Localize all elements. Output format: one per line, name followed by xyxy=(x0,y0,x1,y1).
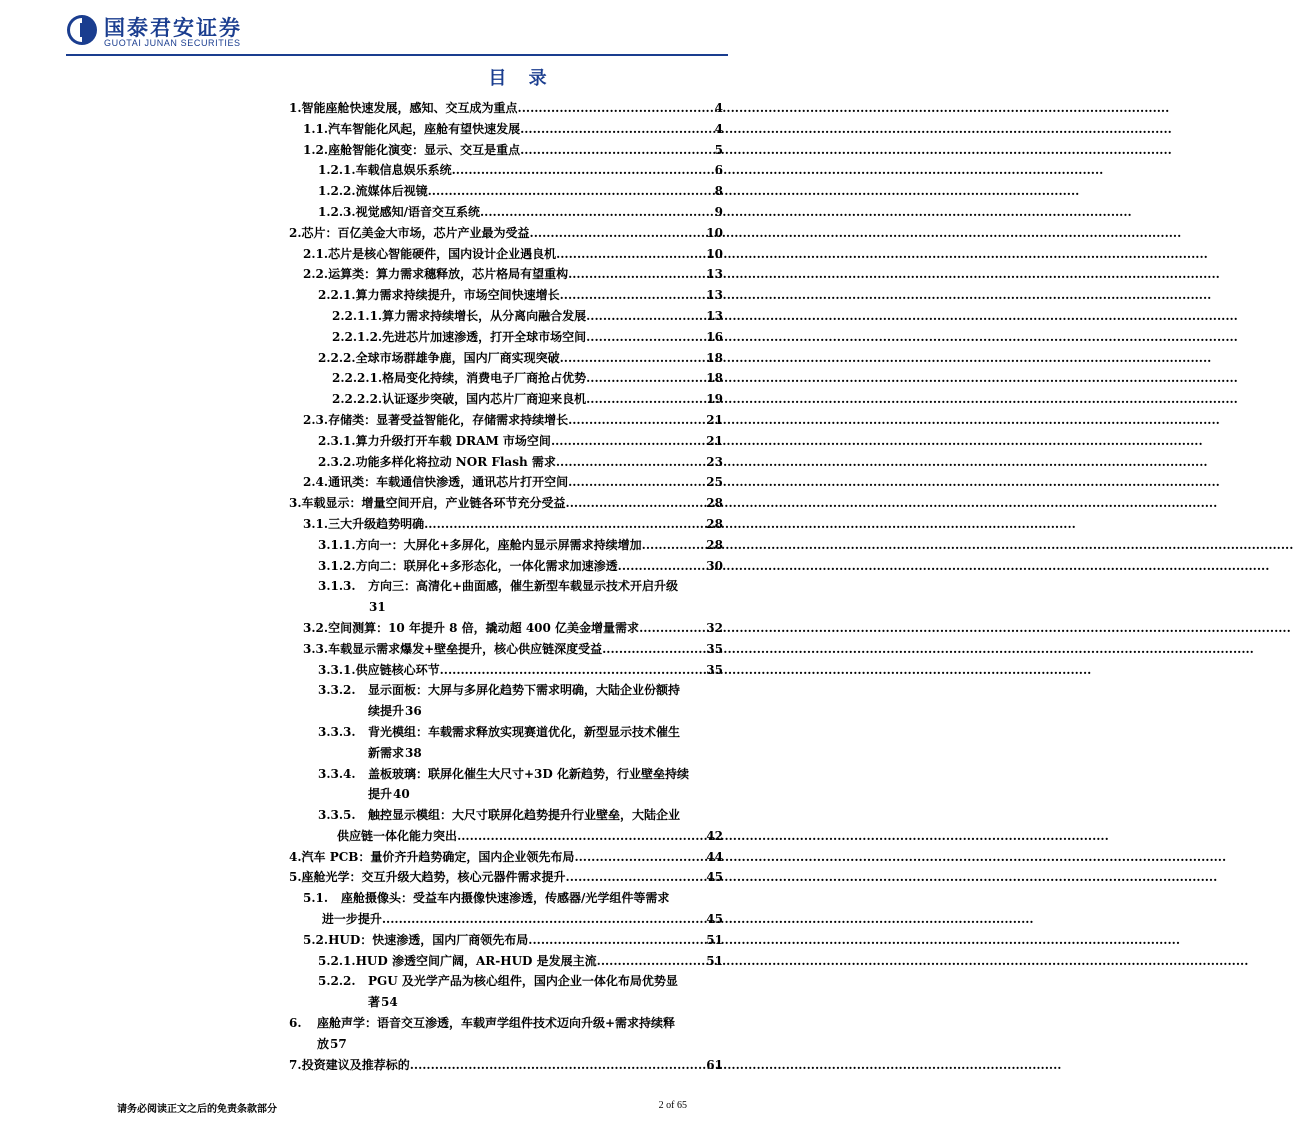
toc-leader-dots xyxy=(520,140,714,161)
toc-entry-number: 2.3.1. xyxy=(318,433,356,448)
toc-entry-number: 2.2.2. xyxy=(318,350,356,365)
brand-name-en: GUOTAI JUNAN SECURITIES xyxy=(104,38,241,48)
toc-entry-title: HUD 渗透空间广阔，AR-HUD 是发展主流 xyxy=(355,953,597,968)
toc-entry[interactable] xyxy=(289,930,723,951)
toc-entry-page: 4 xyxy=(714,121,723,136)
toc-entry-title-cont: 供应链一体化能力突出 xyxy=(337,828,458,843)
toc-entry[interactable] xyxy=(289,660,723,681)
toc-entry-number: 3. xyxy=(289,496,302,511)
toc-entry-title: 全球市场群雄争鹿，国内厂商实现突破 xyxy=(355,350,560,365)
toc-entry-page: 36 xyxy=(405,704,422,719)
toc-entry-number: 3.3.1. xyxy=(318,662,356,677)
toc-entry-number: 2.3. xyxy=(303,412,329,427)
toc-entry-page: 42 xyxy=(706,828,723,843)
toc-leader-dots xyxy=(480,202,714,223)
toc-entry[interactable] xyxy=(289,264,723,285)
toc-entry-title: 座舱声学：语音交互渗透，车载声学组件技术迈向升级+需求持续释 xyxy=(317,1016,676,1031)
toc-entry-page: 28 xyxy=(706,537,723,552)
toc-entry[interactable] xyxy=(289,847,723,868)
brand-name-cn: 国泰君安证券 xyxy=(104,16,242,40)
toc-entry[interactable] xyxy=(289,639,723,660)
toc-entry-page: 38 xyxy=(405,745,422,760)
toc-entry-page: 40 xyxy=(393,787,410,802)
toc-leader-dots xyxy=(520,119,714,140)
toc-entry-page: 61 xyxy=(706,1057,723,1072)
disclaimer-text: 请务必阅读正文之后的免责条款部分 xyxy=(117,1104,277,1115)
toc-leader-dots xyxy=(568,472,705,493)
toc-entry-title: 汽车智能化风起，座舱有望快速发展 xyxy=(328,121,521,136)
toc-entry-page: 8 xyxy=(714,184,723,199)
toc-leader-dots xyxy=(566,867,706,888)
toc-entry-page: 21 xyxy=(706,433,723,448)
toc-leader-dots xyxy=(586,389,705,410)
toc-entry-page: 10 xyxy=(706,246,723,261)
toc-entry[interactable] xyxy=(289,306,723,327)
toc-leader-dots xyxy=(566,493,706,514)
toc-entry[interactable] xyxy=(289,368,723,389)
toc-entry-page: 25 xyxy=(706,475,723,490)
toc-entry[interactable] xyxy=(289,285,723,306)
toc-leader-dots xyxy=(518,98,714,119)
toc-leader-dots xyxy=(642,535,706,556)
toc-entry-title: 方向一：大屏化+多屏化，座舱内显示屏需求持续增加 xyxy=(355,537,642,552)
toc-entry-number: 7. xyxy=(289,1057,302,1072)
toc-entry[interactable] xyxy=(289,805,723,847)
toc-entry-number: 2.3.2. xyxy=(318,454,356,469)
toc-entry[interactable] xyxy=(289,98,723,119)
toc-entry-page: 18 xyxy=(706,350,723,365)
toc-entry-title: 流媒体后视镜 xyxy=(355,184,428,199)
toc-entry-title: 先进芯片加速渗透，打开全球市场空间 xyxy=(382,329,587,344)
toc-entry[interactable] xyxy=(289,1055,723,1076)
toc-entry-number: 2.2.2.1. xyxy=(332,371,383,386)
toc-entry[interactable] xyxy=(289,888,723,930)
toc-entry-number: 2.2.1.2. xyxy=(332,329,383,344)
toc-entry[interactable] xyxy=(289,556,723,577)
toc-entry-title: 智能座舱快速发展，感知、交互成为重点 xyxy=(301,101,518,115)
toc-entry-title-cont: 放 xyxy=(317,1036,330,1051)
toc-entry-number: 2.2.1. xyxy=(318,288,356,303)
toc-entry-title: 车载显示：增量空间开启，产业链各环节充分受益 xyxy=(301,496,566,511)
toc-entry-page: 28 xyxy=(706,516,723,531)
toc-entry-number: 3.3.5. xyxy=(318,808,356,823)
toc-entry[interactable] xyxy=(289,410,723,431)
toc-entry[interactable] xyxy=(289,472,723,493)
toc-entry[interactable] xyxy=(289,867,723,888)
toc-entry[interactable] xyxy=(289,618,723,639)
toc-leader-dots xyxy=(639,618,705,639)
toc-leader-dots xyxy=(560,348,706,369)
toc-entry-page: 51 xyxy=(706,953,723,968)
toc-entry-number: 5.2. xyxy=(303,932,329,947)
toc-entry-number: 3.3.3. xyxy=(318,724,356,739)
toc-entry-number: 1.2. xyxy=(303,142,329,157)
toc-entry-title: 供应链核心环节 xyxy=(355,662,440,677)
toc-entry-page: 18 xyxy=(706,371,723,386)
toc-entry-number: 2.1. xyxy=(303,246,329,261)
toc-leader-dots xyxy=(568,410,705,431)
toc-entry-page: 30 xyxy=(706,558,723,573)
toc-entry-page: 10 xyxy=(706,225,723,240)
toc-entry[interactable] xyxy=(289,535,723,556)
toc-entry-title: 芯片：百亿美金大市场，芯片产业最为受益 xyxy=(301,225,530,240)
toc-leader-dots xyxy=(560,285,706,306)
toc-entry-title: 认证逐步突破，国内芯片厂商迎来良机 xyxy=(382,392,587,407)
toc-entry-number: 3.1.3. xyxy=(318,579,356,594)
toc-leader-dots xyxy=(428,181,714,202)
toc-entry-title: 算力需求持续提升，市场空间快速增长 xyxy=(355,288,560,303)
toc-entry[interactable] xyxy=(289,514,723,535)
toc-entry-title: 通讯类：车载通信快渗透，通讯芯片打开空间 xyxy=(328,475,569,490)
toc-entry-page: 9 xyxy=(714,204,723,219)
toc-entry-number: 5.2.1. xyxy=(318,953,356,968)
toc-entry-number: 2.4. xyxy=(303,475,329,490)
toc-leader-dots xyxy=(382,909,705,930)
toc-entry[interactable] xyxy=(289,680,723,722)
toc-leader-dots xyxy=(410,1055,706,1076)
toc-entry-number: 3.3.2. xyxy=(318,683,356,698)
toc-entry-title: 功能多样化将拉动 NOR Flash 需求 xyxy=(355,454,556,469)
toc-entry-title: 背光模组：车载需求释放实现赛道优化，新型显示技术催生 xyxy=(368,724,681,739)
toc-entry-title: 盖板玻璃：联屏化催生大尺寸+3D 化新趋势，行业壁垒持续 xyxy=(368,766,689,781)
toc-entry-page: 44 xyxy=(706,849,723,864)
toc-entry[interactable] xyxy=(289,576,723,618)
toc-leader-dots xyxy=(597,951,706,972)
toc-entry-number: 4. xyxy=(289,849,302,864)
toc-entry[interactable] xyxy=(289,348,723,369)
toc-leader-dots xyxy=(568,264,705,285)
toc-entry-page: 5 xyxy=(714,142,723,157)
toc-entry-title: 三大升级趋势明确 xyxy=(328,516,425,531)
toc-entry-title: 座舱摄像头：受益车内摄像快速渗透，传感器/光学组件等需求 xyxy=(341,891,670,906)
toc-entry[interactable] xyxy=(289,971,723,1013)
toc-entry-title: 空间测算：10 年提升 8 倍，撬动超 400 亿美金增量需求 xyxy=(328,620,640,635)
toc-entry-number: 2. xyxy=(289,225,302,240)
toc-entry-number: 3.1.1. xyxy=(318,537,356,552)
toc-leader-dots xyxy=(586,327,705,348)
toc-entry-number: 2.2.1.1. xyxy=(332,308,383,323)
toc-leader-dots xyxy=(440,660,706,681)
toc-leader-dots xyxy=(586,368,705,389)
toc-entry-title: 方向三：高清化+曲面感，催生新型车载显示技术开启升级 xyxy=(368,579,679,594)
toc-entry-title: 投资建议及推荐标的 xyxy=(301,1057,410,1072)
toc-entry-title: 车载显示需求爆发+壁垒提升，核心供应链深度受益 xyxy=(328,641,603,656)
toc-entry[interactable] xyxy=(289,160,723,181)
toc-entry[interactable] xyxy=(289,452,723,473)
toc-entry[interactable] xyxy=(289,493,723,514)
table-of-contents xyxy=(289,98,723,1075)
toc-leader-dots xyxy=(424,514,705,535)
toc-entry-title: 视觉感知/语音交互系统 xyxy=(355,204,480,219)
toc-entry-number: 1.2.1. xyxy=(318,163,356,178)
toc-entry-page: 31 xyxy=(369,600,386,615)
toc-entry-number: 3.1.2. xyxy=(318,558,356,573)
toc-entry[interactable] xyxy=(289,244,723,265)
toc-entry-number: 3.2. xyxy=(303,620,329,635)
toc-entry-title: HUD：快速渗透，国内厂商领先布局 xyxy=(328,932,529,947)
toc-entry-title: 运算类：算力需求穗释放，芯片格局有望重构 xyxy=(328,267,569,282)
toc-entry-title: 算力升级打开车载 DRAM 市场空间 xyxy=(355,433,551,448)
toc-leader-dots xyxy=(574,847,705,868)
toc-leader-dots xyxy=(551,431,705,452)
toc-entry-title-cont: 进一步提升 xyxy=(321,912,382,927)
toc-entry-title-cont: 提升 xyxy=(368,787,393,802)
toc-entry[interactable] xyxy=(289,389,723,410)
toc-leader-dots xyxy=(602,639,705,660)
toc-entry-title: 触控显示模组：大尺寸联屏化趋势提升行业壁垒，大陆企业 xyxy=(368,808,681,823)
toc-entry-number: 2.2. xyxy=(303,267,329,282)
toc-entry[interactable] xyxy=(289,1013,723,1055)
toc-entry[interactable] xyxy=(289,223,723,244)
toc-leader-dots xyxy=(618,556,706,577)
toc-entry-page: 57 xyxy=(330,1036,347,1051)
toc-entry-number: 3.3. xyxy=(303,641,329,656)
toc-entry-number: 6. xyxy=(289,1016,302,1031)
toc-leader-dots xyxy=(530,223,706,244)
toc-entry-number: 5.1. xyxy=(303,891,329,906)
toc-entry-title: 存储类：显著受益智能化，存储需求持续增长 xyxy=(328,412,569,427)
toc-entry-title: 座舱智能化演变：显示、交互是重点 xyxy=(328,142,521,157)
toc-entry[interactable] xyxy=(289,181,723,202)
toc-entry[interactable] xyxy=(289,764,723,806)
toc-entry-title: 汽车 PCB：量价齐升趋势确定，国内企业领先布局 xyxy=(301,849,575,864)
toc-entry-page: 28 xyxy=(706,496,723,511)
toc-entry-title: 座舱光学：交互升级大趋势，核心元器件需求提升 xyxy=(301,870,566,885)
page-number: 2 of 65 xyxy=(658,1100,687,1111)
toc-entry-number: 2.2.2.2. xyxy=(332,392,383,407)
toc-entry[interactable] xyxy=(289,722,723,764)
page-header xyxy=(0,0,793,56)
toc-entry-title-cont: 续提升 xyxy=(368,704,405,719)
toc-entry-number: 5.2.2. xyxy=(318,974,356,989)
toc-leader-dots xyxy=(556,452,705,473)
toc-entry-title: 方向二：联屏化+多形态化，一体化需求加速渗透 xyxy=(355,558,618,573)
toc-entry-title: 算力需求持续增长，从分离向融合发展 xyxy=(382,308,587,323)
toc-entry-number: 1. xyxy=(289,101,302,115)
toc-entry-number: 1.2.2. xyxy=(318,184,356,199)
toc-entry-page: 45 xyxy=(706,870,723,885)
toc-entry-title: 芯片是核心智能硬件，国内设计企业遇良机 xyxy=(328,246,557,261)
toc-entry-number: 1.2.3. xyxy=(318,204,356,219)
toc-entry-title-cont: 新需求 xyxy=(368,745,405,760)
toc-entry-number: 1.1. xyxy=(303,121,329,136)
toc-entry-title: PGU 及光学产品为核心组件，国内企业一体化布局优势显 xyxy=(368,974,678,989)
toc-entry-number: 3.3.4. xyxy=(318,766,356,781)
toc-leader-dots xyxy=(457,826,705,847)
toc-entry-title: 显示面板：大屏与多屏化趋势下需求明确，大陆企业份额持 xyxy=(368,683,681,698)
toc-title: 目 录 xyxy=(488,68,555,89)
toc-leader-dots xyxy=(556,244,705,265)
toc-entry-page: 35 xyxy=(706,662,723,677)
toc-entry-page: 54 xyxy=(381,995,398,1010)
toc-entry[interactable] xyxy=(289,327,723,348)
toc-entry-page: 6 xyxy=(714,163,723,178)
toc-entry-title-cont: 著 xyxy=(368,995,381,1010)
toc-leader-dots xyxy=(586,306,705,327)
toc-entry-number: 3.1. xyxy=(303,516,329,531)
toc-entry-page: 35 xyxy=(706,641,723,656)
toc-leader-dots xyxy=(528,930,705,951)
company-logo-icon xyxy=(66,14,98,46)
toc-entry-title: 车载信息娱乐系统 xyxy=(355,163,452,178)
toc-entry-page: 13 xyxy=(706,267,723,282)
toc-leader-dots xyxy=(452,160,714,181)
toc-entry[interactable] xyxy=(289,140,723,161)
toc-entry-page: 21 xyxy=(706,412,723,427)
toc-entry[interactable] xyxy=(289,951,723,972)
toc-entry-page: 13 xyxy=(706,288,723,303)
toc-entry-page: 45 xyxy=(706,912,723,927)
toc-entry-page: 32 xyxy=(706,620,723,635)
header-divider xyxy=(66,54,728,56)
toc-entry-page: 13 xyxy=(706,308,723,323)
toc-entry-number: 5. xyxy=(289,870,302,885)
toc-entry-page: 51 xyxy=(706,932,723,947)
toc-entry-page: 4 xyxy=(714,101,723,115)
toc-entry[interactable] xyxy=(289,202,723,223)
toc-entry-title: 格局变化持续，消费电子厂商抢占优势 xyxy=(382,371,587,386)
toc-entry-page: 16 xyxy=(706,329,723,344)
toc-entry[interactable] xyxy=(289,119,723,140)
toc-entry[interactable] xyxy=(289,431,723,452)
toc-entry-page: 23 xyxy=(706,454,723,469)
toc-entry-page: 19 xyxy=(706,392,723,407)
